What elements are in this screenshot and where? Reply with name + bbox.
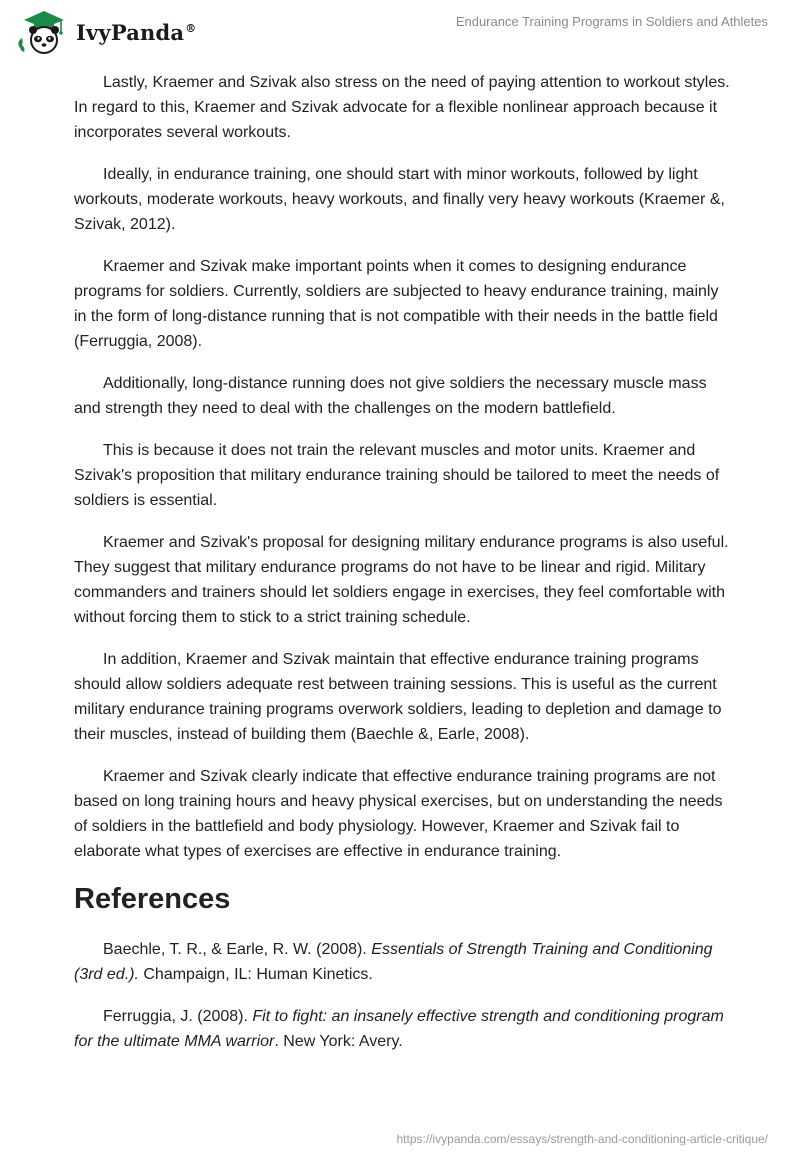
paragraph: Ideally, in endurance training, one should start with minor workouts, followed by light workouts, moderate workouts, heavy workouts, and finally very heavy workouts (Kraemer &, Szivak, 2012). <box>74 166 725 233</box>
reference-authors: Ferruggia, J. (2008). <box>103 1008 253 1025</box>
reference-publisher: . New York: Avery. <box>274 1033 403 1050</box>
page-header <box>0 0 800 64</box>
reference-title: Essentials of Strength Training and Conditioning (3rd ed.). <box>74 941 713 983</box>
reference-authors: Baechle, T. R., & Earle, R. W. (2008). <box>103 941 372 958</box>
paragraph: Lastly, Kraemer and Szivak also stress on the need of paying attention to workout styles. In regard to this, Kraemer and Szivak advocate for a flexible nonlinear approach because it incorporates several workouts. <box>74 74 730 141</box>
paragraph: In addition, Kraemer and Szivak maintain that effective endurance training programs should allow soldiers adequate rest between training sessions. This is useful as the current military endurance training programs overwork soldiers, leading to depletion and damage to their muscles, instead of building them (Baechle &, Earle, 2008). <box>74 651 722 743</box>
reference-title: Fit to fight: an insanely effective strength and conditioning program for the ultimate MMA warrior <box>74 1008 724 1050</box>
paragraph: Kraemer and Szivak clearly indicate that effective endurance training programs are not based on long training hours and heavy physical exercises, but on understanding the needs of soldiers in the battlefield and body physiology. However, Kraemer and Szivak fail to elaborate what types of exercises are effective in endurance training. <box>74 768 723 860</box>
reference-item <box>74 937 734 987</box>
paragraph: This is because it does not train the relevant muscles and motor units. Kraemer and Szivak's proposition that military endurance training should be tailored to meet the needs of soldiers is essential. <box>74 442 720 509</box>
brand-logo[interactable] <box>14 8 196 56</box>
document-title: Endurance Training Programs in Soldiers and Athletes <box>455 14 768 29</box>
reference-item <box>74 1004 734 1054</box>
paragraph: Additionally, long-distance running does not give soldiers the necessary muscle mass and strength they need to deal with the challenges on the modern battlefield. <box>74 375 707 417</box>
paragraph: Kraemer and Szivak's proposal for designing military endurance programs is also useful. They suggest that military endurance programs do not have to be linear and rigid. Military commanders and trainers should let soldiers engage in exercises, they feel comfortable with without forcing them to stick to a strict training schedule. <box>74 534 729 626</box>
essay-body <box>74 70 734 1071</box>
registered-mark: ® <box>185 21 197 35</box>
panda-graduation-icon <box>14 8 70 56</box>
references-heading: References <box>74 883 231 915</box>
paragraph: Kraemer and Szivak make important points when it comes to designing endurance programs for soldiers. Currently, soldiers are subjected to heavy endurance training, mainly in the form of long-distance running that is not compatible with their needs in the battle field (Ferruggia, 2008). <box>74 258 719 350</box>
brand-name: IvyPanda® <box>76 19 197 45</box>
source-url[interactable]: https://ivypanda.com/essays/strength-and-conditioning-article-critique/ <box>396 1132 768 1146</box>
reference-publisher: Champaign, IL: Human Kinetics. <box>138 966 373 983</box>
